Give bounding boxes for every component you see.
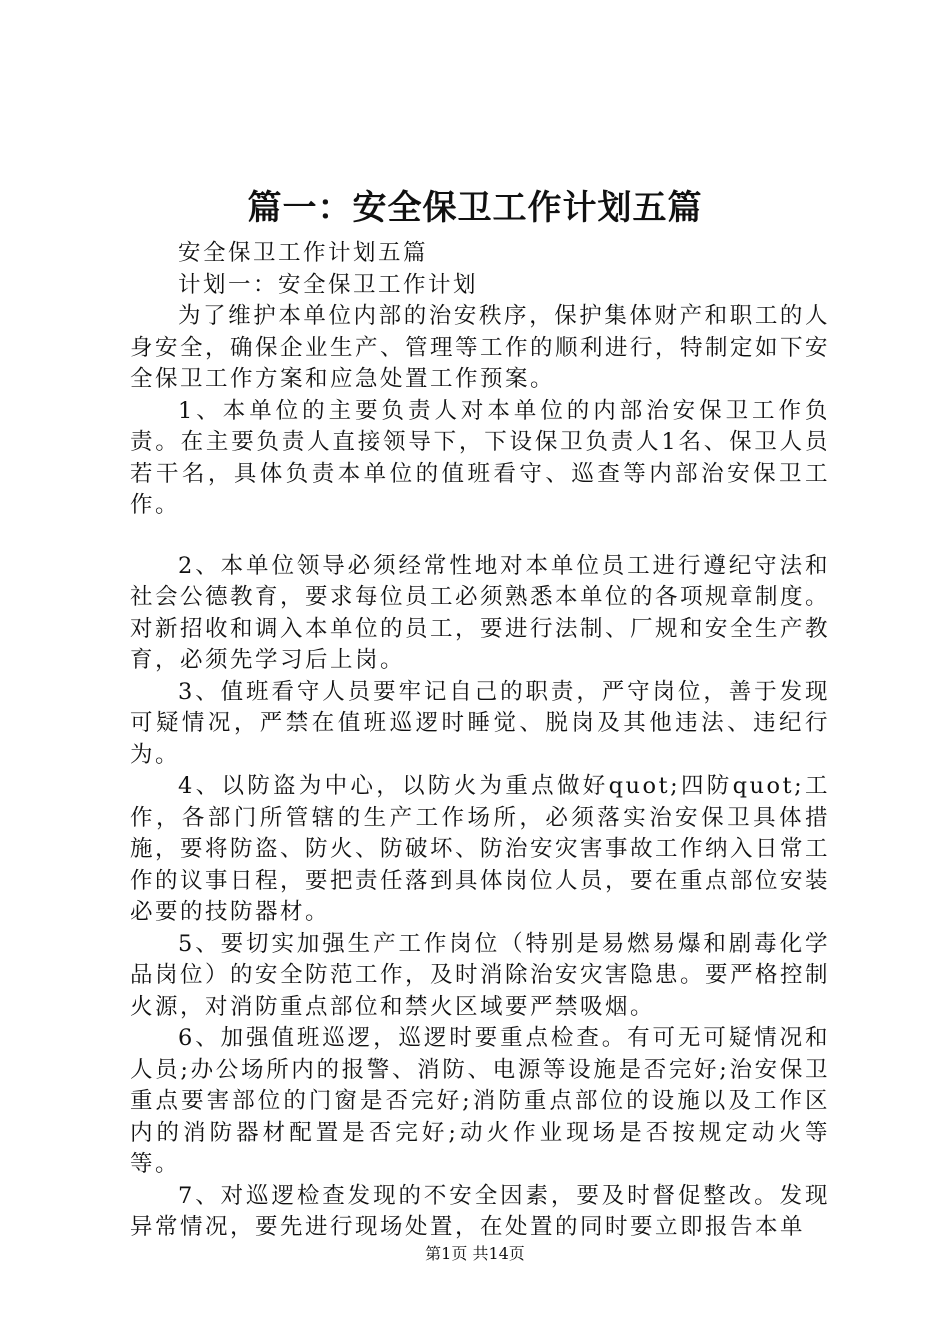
item-paragraph-4: 4、以防盗为中心，以防火为重点做好quot;四防quot;工作，各部门所管辖的生产工作场所，必须落实治安保卫具体措施，要将防盗、防火、防破坏、防治安灾害事故工作纳入日常工作的议事日程，要把责任落到具体岗位人员，要在重点部位安装必要的技防器材。: [130, 773, 831, 925]
subtitle: 安全保卫工作计划五篇: [178, 240, 429, 266]
item-paragraph-1: 1、本单位的主要负责人对本单位的内部治安保卫工作负责。在主要负责人直接领导下，下设保卫负责人1名、保卫人员若干名，具体负责本单位的值班看守、巡查等内部治安保卫工作。: [130, 397, 830, 518]
page-footer: 第1页 共14页: [425, 1244, 525, 1263]
item-paragraph-6: 6、加强值班巡逻，巡逻时要重点检查。有可无可疑情况和人员;办公场所内的报警、消防、电源等设施是否完好;治安保卫重点要害部位的门窗是否完好;消防重点部位的设施以及工作区内的消防器材配置是否完好;动火作业现场是否按规定动火等等。: [130, 1025, 830, 1177]
item-paragraph-3: 3、值班看守人员要牢记自己的职责，严守岗位，善于发现可疑情况，严禁在值班巡逻时睡觉、脱岗及其他违法、违纪行为。: [130, 678, 830, 768]
document-body: [130, 238, 830, 1244]
document-title: 篇一：安全保卫工作计划五篇: [247, 188, 703, 228]
item-paragraph-7: 7、对巡逻检查发现的不安全因素，要及时督促整改。发现异常情况，要先进行现场处置，在处置的同时要立即报告本单: [130, 1182, 830, 1240]
intro-paragraph: 为了维护本单位内部的治安秩序，保护集体财产和职工的人身安全，确保企业生产、管理等工作的顺利进行，特制定如下安全保卫工作方案和应急处置工作预案。: [130, 303, 831, 392]
item-paragraph-5: 5、要切实加强生产工作岗位（特别是易燃易爆和剧毒化学品岗位）的安全防范工作，及时消除治安灾害隐患。要严格控制火源，对消防重点部位和禁火区域要严禁吸烟。: [130, 930, 831, 1020]
paragraph-gap: [130, 522, 830, 551]
item-paragraph-2: 2、本单位领导必须经常性地对本单位员工进行遵纪守法和社会公德教育，要求每位员工必须熟悉本单位的各项规章制度。对新招收和调入本单位的员工，要进行法制、厂规和安全生产教育，必须先学习后上岗。: [130, 552, 831, 673]
plan-heading: 计划一：安全保卫工作计划: [178, 271, 479, 298]
